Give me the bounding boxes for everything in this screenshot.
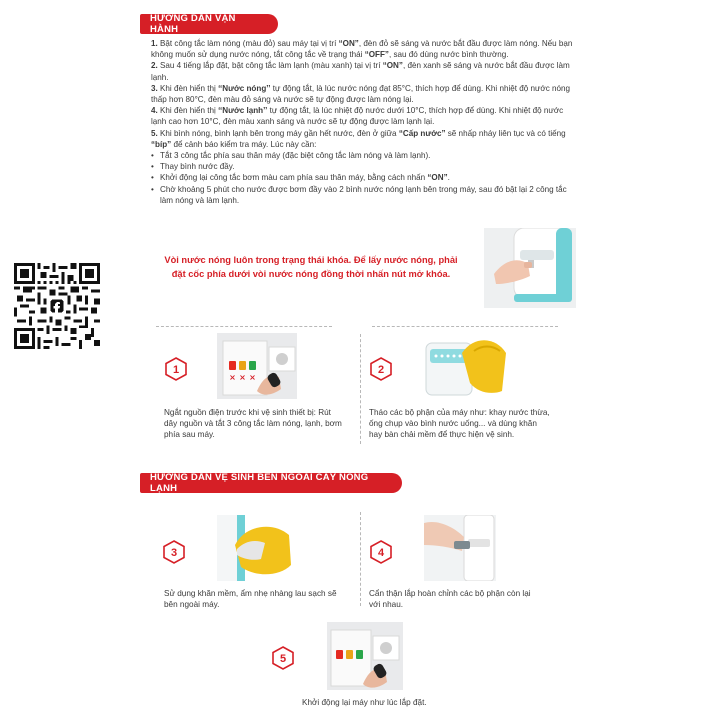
svg-text:×: × xyxy=(249,373,256,382)
svg-text:4: 4 xyxy=(377,547,385,559)
bullet-item: • Chờ khoảng 5 phút cho nước được bơm đầy vào 2 bình nước nóng lạnh bên trong máy, sau đó bật lại 2 công tắc làm nóng và làm lạnh. xyxy=(151,184,579,206)
step-2-badge xyxy=(370,357,392,381)
section-divider xyxy=(372,326,558,327)
step-5-badge xyxy=(272,646,294,670)
step-3-badge xyxy=(163,540,185,564)
step-3-caption: Sử dụng khăn mềm, ẩm nhẹ nhàng lau sạch sẽ bên ngoài máy. xyxy=(164,589,337,609)
step-1-caption: Ngắt nguồn điện trước khi vệ sinh thiết bị: Rút dây nguồn và tắt 3 công tắc làm nóng, lạnh, bơm phía sau máy. xyxy=(164,408,342,439)
instruction-step-2: 2. Sau 4 tiếng lắp đặt, bật công tắc làm lạnh (màu xanh) tại vị trí “ON”, đèn xanh sẽ sáng và nước bắt đầu được làm lạnh. xyxy=(151,61,570,82)
svg-text:×: × xyxy=(239,373,246,382)
bullet-item: • Thay bình nước đầy. xyxy=(151,161,579,172)
step-4-photo xyxy=(424,515,496,581)
instruction-bullets xyxy=(151,150,579,206)
instruction-step-5: 5. Khi bình nóng, bình lạnh bên trong máy gần hết nước, đèn ở giữa “Cấp nước” sẽ nhấp nháy liên tục và có tiếng “bíp” để cảnh báo kiểm tra máy. Lúc này cần: xyxy=(151,128,566,149)
operation-heading: HƯỚNG DẪN VẬN HÀNH xyxy=(150,13,236,35)
instruction-step-1: 1. Bật công tắc làm nóng (màu đỏ) sau máy tại vị trí “ON”, đèn đỏ sẽ sáng và nước bắt đầu được làm nóng. Nếu bạn không muốn sử dụng nước nóng, tắt công tắc về trạng thái “OFF”, sau đó dùng nước bình thường. xyxy=(151,39,573,60)
svg-text:5: 5 xyxy=(279,653,287,665)
step-1-badge xyxy=(165,357,187,381)
svg-text:3: 3 xyxy=(170,547,178,559)
cleaning-heading: HƯỚNG DẪN VỆ SINH BÊN NGOÀI CÂY NÓNG LẠNH xyxy=(150,472,369,494)
column-divider xyxy=(360,334,361,444)
step-3-photo xyxy=(215,515,299,581)
step-5-caption: Khởi động lại máy như lúc lắp đặt. xyxy=(302,698,427,707)
svg-text:×: × xyxy=(229,373,236,382)
qr-code[interactable] xyxy=(14,263,100,349)
column-divider xyxy=(360,512,361,606)
cleaning-heading-banner xyxy=(140,473,402,493)
dispenser-faucet-photo xyxy=(484,228,576,308)
instruction-step-3: 3. Khi đèn hiển thị ‘‘Nước nóng’’ tự động tắt, là lúc nước nóng đạt 85°C, thích hợp để dùng. Khi nhiệt độ nước nóng thấp hơn 80°C, đèn màu đỏ sáng và nước sẽ tự động được làm nóng lại. xyxy=(151,83,571,105)
step-4-badge xyxy=(370,540,392,564)
bullet-item: • Khởi động lại công tắc bơm màu cam phía sau thân máy, bằng cách nhấn “ON”. xyxy=(151,172,579,183)
step-5-photo xyxy=(327,622,403,690)
operation-instructions xyxy=(151,38,579,206)
step-1-photo xyxy=(217,333,297,399)
section-divider xyxy=(156,326,332,327)
svg-text:1: 1 xyxy=(172,364,180,376)
operation-heading-banner xyxy=(140,14,278,34)
hot-water-lock-warning: Vòi nước nóng luôn trong trạng thái khóa. Để lấy nước nóng, phải đặt cốc phía dưới vòi nước nóng đồng thời nhấn nút mở khóa. xyxy=(164,255,458,279)
step-2-caption: Tháo các bộ phận của máy như: khay nước thừa, ống chụp vào bình nước uống... và dùng khăn hay bàn chải mềm để thực hiện vệ sinh. xyxy=(369,408,550,439)
bullet-item: • Tắt 3 công tắc phía sau thân máy (đặc biệt công tắc làm nóng và làm lạnh). xyxy=(151,150,579,161)
step-4-caption: Cẩn thận lắp hoàn chỉnh các bộ phận còn lại với nhau. xyxy=(369,589,531,609)
svg-text:2: 2 xyxy=(377,364,385,376)
instruction-step-4: 4. Khi đèn hiển thị ‘‘Nước lạnh’’ tự động tắt, là lúc nhiệt độ nước dưới 10°C, thích hợp để dùng. Khi nhiệt độ nước lạnh cao hơn 10°C, đèn màu xanh sáng và nước sẽ tự động được làm lạnh lại. xyxy=(151,106,564,127)
step-2-photo xyxy=(422,333,510,399)
